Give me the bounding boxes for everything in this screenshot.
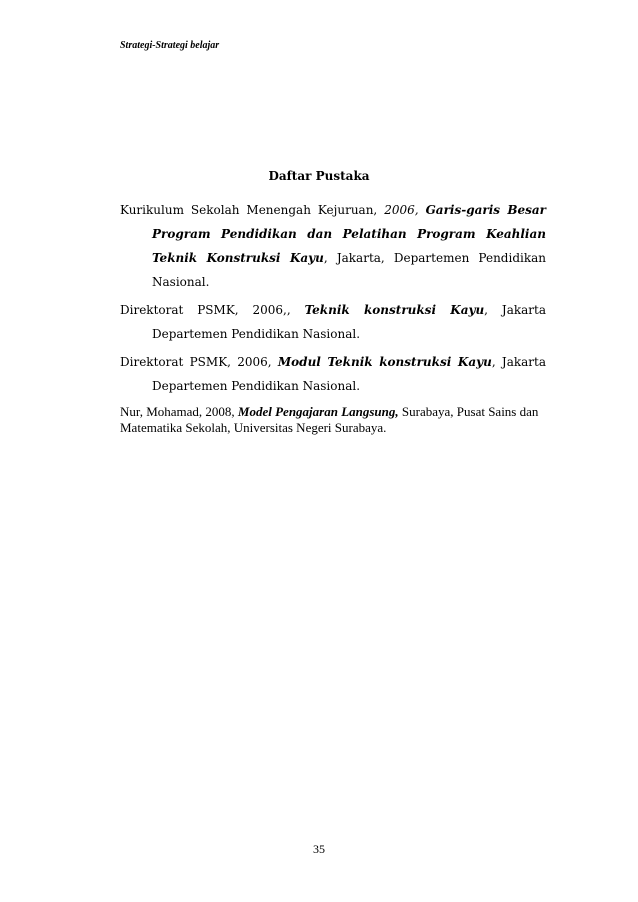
reference-item bbox=[120, 198, 546, 294]
reference-author: Direktorat PSMK, 2006,, bbox=[120, 303, 291, 317]
reference-title: Model Pengajaran Langsung, bbox=[237, 404, 399, 419]
reference-author: Kurikulum Sekolah Menengah Kejuruan, bbox=[120, 203, 378, 217]
reference-year: 2006, bbox=[384, 203, 419, 217]
reference-item bbox=[120, 298, 546, 346]
page-number: 35 bbox=[313, 842, 325, 856]
reference-item bbox=[120, 350, 546, 398]
reference-publisher: , Jakarta Departemen Pendidikan Nasional. bbox=[152, 355, 547, 393]
reference-publisher: , Jakarta, Departemen Pendidikan Nasional. bbox=[152, 251, 546, 289]
reference-item bbox=[120, 404, 546, 436]
reference-publisher: Surabaya, Pusat Sains dan Matematika Sekolah, Universitas Negeri Surabaya. bbox=[120, 404, 539, 435]
reference-title: Teknik konstruksi Kayu bbox=[304, 303, 485, 317]
reference-list bbox=[120, 198, 546, 440]
reference-author: Nur, Mohamad, 2008, bbox=[120, 404, 235, 419]
reference-title: Garis-garis Besar Program Pendidikan dan Pelatihan Program Keahlian Teknik Konstruksi Kayu bbox=[152, 203, 546, 265]
reference-title: Modul Teknik konstruksi Kayu bbox=[277, 355, 492, 369]
running-header: Strategi-Strategi belajar bbox=[120, 40, 220, 51]
reference-author: Direktorat PSMK, 2006, bbox=[120, 355, 272, 369]
reference-publisher: , Jakarta Departemen Pendidikan Nasional. bbox=[152, 303, 546, 341]
page-title: Daftar Pustaka bbox=[268, 169, 370, 183]
